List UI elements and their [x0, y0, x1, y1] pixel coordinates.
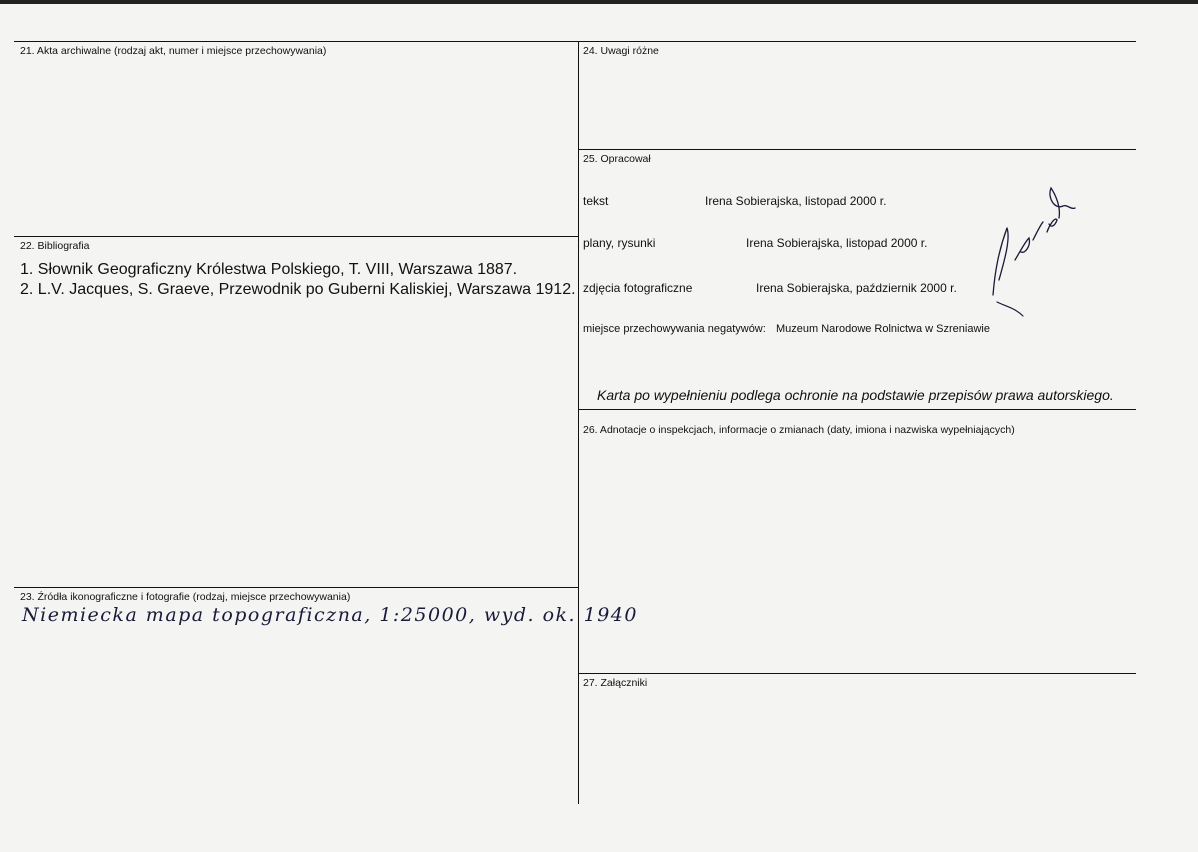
section-24-label: 24. Uwagi różne: [583, 45, 659, 57]
prepared-plans-label: plany, rysunki: [583, 236, 656, 250]
section-25-label: 25. Opracował: [583, 153, 651, 165]
section-26-label: 26. Adnotacje o inspekcjach, informacje o zmianach (daty, imiona i nazwiska wypełniających): [583, 424, 1015, 436]
copyright-note: Karta po wypełnieniu podlega ochronie na podstawie przepisów prawa autorskiego.: [597, 387, 1114, 403]
handwritten-map-note: Niemiecka mapa topograficzna, 1:25000, wyd. ok. 1940: [22, 604, 638, 626]
scan-top-edge: [0, 0, 1198, 4]
section-26-rule: [578, 409, 1136, 410]
signature-icon: [985, 180, 1085, 320]
negatives-location-label: miejsce przechowywania negatywów:: [583, 323, 766, 335]
section-25-rule: [578, 149, 1136, 150]
section-22-rule: [14, 236, 578, 237]
form-top-rule: [14, 41, 1136, 42]
prepared-text-value: Irena Sobierajska, listopad 2000 r.: [705, 194, 887, 208]
section-22-label: 22. Bibliografia: [20, 240, 90, 252]
section-27-rule: [578, 673, 1136, 674]
column-divider: [578, 41, 579, 804]
prepared-plans-value: Irena Sobierajska, listopad 2000 r.: [746, 236, 928, 250]
section-23-rule: [14, 587, 578, 588]
prepared-photos-value: Irena Sobierajska, październik 2000 r.: [756, 281, 957, 295]
section-21-label: 21. Akta archiwalne (rodzaj akt, numer i miejsce przechowywania): [20, 45, 327, 57]
section-23-label: 23. Źródła ikonograficzne i fotografie (rodzaj, miejsce przechowywania): [20, 591, 351, 603]
prepared-photos-label: zdjęcia fotograficzne: [583, 281, 693, 295]
bibliography-entry: 2. L.V. Jacques, S. Graeve, Przewodnik po Guberni Kaliskiej, Warszawa 1912.: [20, 281, 576, 298]
bibliography-entry: 1. Słownik Geograficzny Królestwa Polskiego, T. VIII, Warszawa 1887.: [20, 261, 518, 278]
section-27-label: 27. Załączniki: [583, 677, 648, 689]
negatives-location-value: Muzeum Narodowe Rolnictwa w Szreniawie: [776, 323, 990, 335]
prepared-text-label: tekst: [583, 194, 609, 208]
